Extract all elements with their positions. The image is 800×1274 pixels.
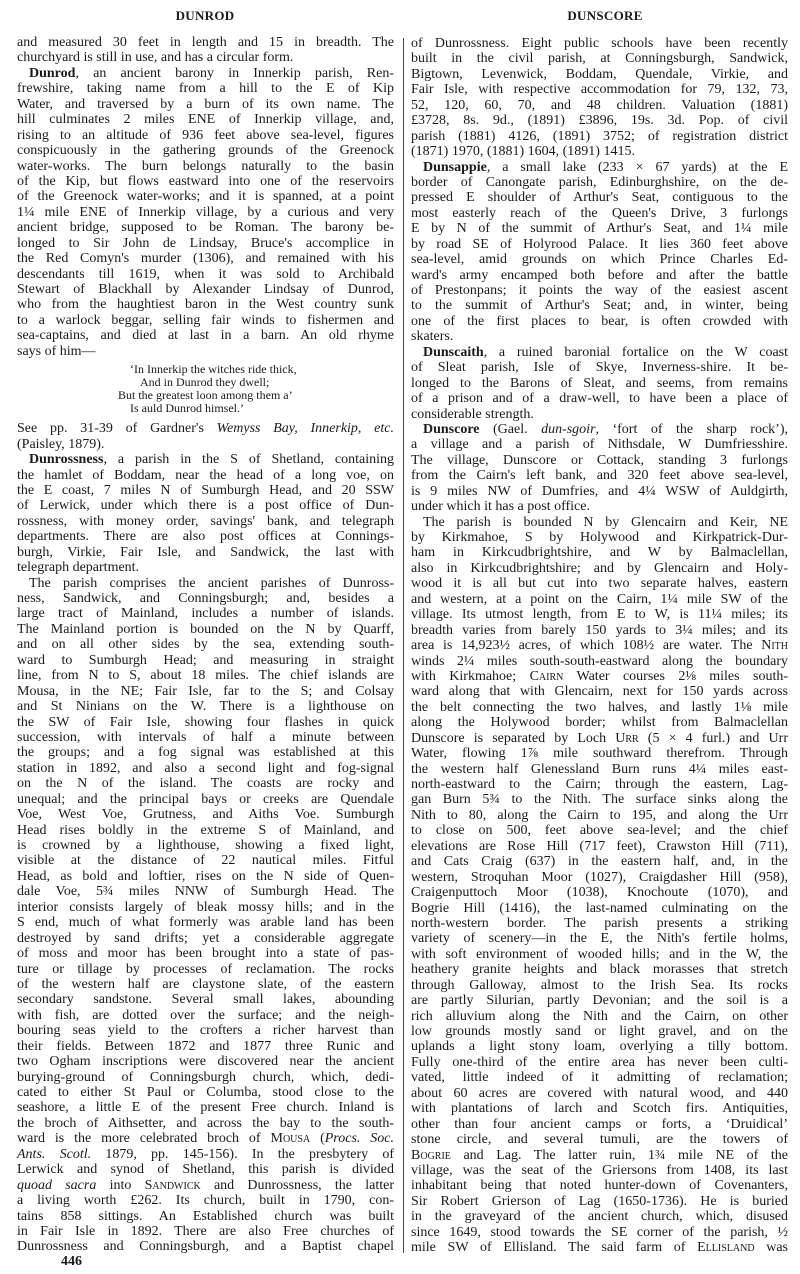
text-run: ( <box>310 1131 325 1147</box>
entry-headword: Dunsappie <box>423 159 487 175</box>
running-header-right: DUNSCORE <box>567 8 643 23</box>
running-header-left: DUNROD <box>175 8 235 23</box>
text-line: And in Dunrod they dwell; <box>140 375 270 390</box>
verse-quote <box>17 363 394 415</box>
text-line: one of the first places to bear, is often crowded with <box>411 313 788 329</box>
text-line: ture or tillage by processes of reclamation. The rocks <box>17 961 394 977</box>
text-line: winds 2¼ miles south-south-eastward along the boundary <box>411 653 788 669</box>
text-line: the broch of Aithsetter, and across the bay to the south- <box>17 1115 394 1131</box>
text-line: on the N of the island. The coasts are rocky and <box>17 776 394 792</box>
text-line: in the graveyard of the ancient church, which, disused <box>411 1209 788 1225</box>
text-line: Fair Isle, with respective accommodation for 79, 132, 73, <box>411 82 788 98</box>
small-caps-text: Nith <box>761 638 788 654</box>
entry-headword: Dunrod <box>29 65 76 81</box>
text-line: the groups; and a fog signal was established at this <box>17 745 394 761</box>
text-line: the hamlet of Boddam, near the head of a long voe, on <box>17 467 394 483</box>
text-line: Head rises boldly in the extreme S of Mainland, and <box>17 822 394 838</box>
text-line: also in Kirkcudbrightshire; and by Glencairn and Holy- <box>411 560 788 576</box>
text-line: a living worth £262. Its church, built in 1790, con- <box>17 1193 394 1209</box>
text-line: 1¼ mile ENE of Innerkip village, by a curious and very <box>17 204 394 220</box>
text-line: destroyed by sand drifts; yet a considerable aggregate <box>17 930 394 946</box>
text-line: Voe, West Voe, Grutness, and Aiths Voe. Sumburgh <box>17 807 394 823</box>
text-line: succession, with intervals of half a minute between <box>17 729 394 745</box>
text-line: unequal; and the principal bays or creeks are Quendale <box>17 791 394 807</box>
text-run: was <box>754 1240 788 1256</box>
text-line: border of Canongate parish, Edinburghshire, on the de- <box>411 174 788 190</box>
text-line: north-eastward to the Cairn; through the eastern, Lag- <box>411 777 788 792</box>
small-caps-text: Sandwick <box>144 1177 201 1193</box>
text-run: Dunscore is separated by Loch <box>411 730 616 746</box>
text-line: dale Voe, 5¾ miles NNW of Sumburgh Head. The <box>17 884 394 900</box>
text-line: 52, 120, 60, 70, and 48 children. Valuation (1881) <box>411 97 788 113</box>
text-line: S end, much of what formerly was arable land has been <box>17 915 394 931</box>
text-line: of the western half are claystone slate, of the eastern <box>17 976 394 992</box>
paragraph <box>411 36 788 160</box>
text-line: other than four ancient camps or forts, a ‘Druidical’ <box>411 1116 788 1132</box>
text-line: is crowned by a lighthouse, showing a fixed light, <box>17 838 394 853</box>
text-line: conspicuously in the gathering grounds of the Greenock <box>17 143 394 159</box>
text-line: is 9 miles NW of Dumfries, and 4¼ WSW of Auldgirth, <box>411 483 788 499</box>
text-line: inhabitant being that noted hunter-down of Covenanters, <box>411 1178 788 1194</box>
small-caps-text: Urr <box>615 730 639 746</box>
small-caps-text: Mousa <box>270 1131 311 1147</box>
text-line: burgh, Virkie, Fair Isle, and Sandwick, the last with <box>17 544 394 560</box>
text-line: Bigtown, Levenwick, Boddam, Quendale, Virkie, and <box>411 66 788 82</box>
text-line: E by N of the summit of Arthur's Seat, and 1¼ mile <box>411 221 788 237</box>
text-line: wood it is all but cut into two separate halves, eastern <box>411 576 788 592</box>
small-caps-text: Bogrie <box>411 1147 451 1163</box>
text-line: the E coast, 7 miles N of Sumburgh Head, and 20 SSW <box>17 482 394 498</box>
paragraph <box>17 576 394 1255</box>
text-line <box>17 66 394 81</box>
text-line: longed to the Barons of Sleat, and seems, from remains <box>411 375 788 391</box>
text-line: The Mainland portion is bounded on the N by Quarff, <box>17 621 394 637</box>
text-run: (Gael. <box>479 421 542 437</box>
text-line: of the Greenock water-works; and it is spanned, at a point <box>17 189 394 205</box>
text-run: , ‘fort of the sharp rock’), <box>595 421 789 437</box>
text-line: most easterly reach of the Queen's Drive, 3 furlongs <box>411 205 788 221</box>
paragraph <box>17 421 394 452</box>
text-line: the belt connecting the two halves, and lastly 1⅛ mile <box>411 699 788 715</box>
text-line: tains 858 sittings. An Established church was built <box>17 1208 394 1224</box>
text-line: village. Its utmost length, from E to W, is 11¼ miles; its <box>411 607 788 623</box>
text-line: their fields. Between 1872 and 1877 three Runic and <box>17 1038 394 1054</box>
text-line: sea-level, amid grounds on which Prince Charles Ed- <box>411 252 788 268</box>
text-line: of the Kip, but flows eastward into one of the reservoirs <box>17 173 394 189</box>
text-line: ward to Sumburgh Head; and measuring in straight <box>17 652 394 668</box>
text-line: large tract of Mainland, includes a number of islands. <box>17 606 394 622</box>
text-line: and western, at a point on the Cairn, 1¼ mile SW of the <box>411 591 788 607</box>
text-line: ancient bridge, supposed to be Roman. The barony be- <box>17 220 394 236</box>
text-line: and measured 30 feet in length and 15 in breadth. The <box>17 35 394 50</box>
entry-headword: Dunscaith <box>423 344 484 360</box>
text-line: parish (1881) 4126, (1891) 3752; of registration district <box>411 128 788 144</box>
text-line: bouring seas yield to the crofters a richer harvest than <box>17 1023 394 1039</box>
paragraph <box>17 66 394 359</box>
text-run: Water courses 2⅛ miles south- <box>563 668 788 684</box>
text-line: Water, flowing 1⅞ mile southward therefrom. Through <box>411 746 788 762</box>
text-line: of Sleat parish, Isle of Skye, Inverness-shire. It be- <box>411 360 788 376</box>
text-line: two Ogham inscriptions were discovered near the ancient <box>17 1054 394 1070</box>
paragraph <box>17 452 394 576</box>
paragraph <box>411 515 788 1256</box>
text-line: interior consists largely of bleak mossy hills; and in the <box>17 899 394 915</box>
text-line <box>411 731 788 746</box>
text-line: secondary sandstone. Several small lakes, abounding <box>17 992 394 1008</box>
text-run: , a small lake (233 × 67 yards) at the E <box>486 159 788 175</box>
text-line: Mousa, in the NE; Fair Isle, far to the S; and Colsay <box>17 683 394 699</box>
text-line: the western half Glenessland Burn runs 4¼ miles east- <box>411 761 788 777</box>
text-line: who from the haughtiest baron in the West country sunk <box>17 297 394 313</box>
text-line: to the summit of Arthur's Seat; and, in winter, being <box>411 298 788 314</box>
text-line: by Kirkmahoe, S by Holywood and Kirkpatrick-Dur- <box>411 530 788 545</box>
text-run: , an ancient barony in Innerkip parish, Ren- <box>75 65 394 81</box>
text-line: uplands a light stony loam, overlying a tilly bottom. <box>411 1039 788 1055</box>
text-line: are partly Silurian, partly Devonian; and the soil is a <box>411 993 788 1009</box>
text-line: stone circle, and several tumuli, are the towers of <box>411 1132 788 1148</box>
text-line: ‘In Innerkip the witches ride thick, <box>130 362 297 377</box>
text-line: Sir Robert Grierson of Lag (1650-1736). He is buried <box>411 1193 788 1209</box>
text-line: Is auld Dunrod himsel.’ <box>130 401 244 416</box>
text-line: of moss and moor has been brought into a state of pas- <box>17 946 394 962</box>
text-line: since 1649, stood towards the SE corner of the parish, ½ <box>411 1224 788 1240</box>
text-line: considerable strength. <box>411 406 534 422</box>
text-line: line, from N to S, about 18 miles. The chief islands are <box>17 668 394 684</box>
text-line: The village, Dunscore or Cottack, standing 3 furlongs <box>411 452 788 468</box>
text-line <box>17 1178 394 1193</box>
text-line: station in 1892, and also a second light and fog-signal <box>17 760 394 776</box>
text-run: with Kirkmahoe; <box>411 668 530 684</box>
text-line: Head, as bold and loftier, rises on the N side of Quen- <box>17 868 394 884</box>
italic-text: Wemyss Bay, Innerkip, etc. <box>216 421 394 437</box>
text-line: variety of scenery—in the E, the Nith's fertile holms, <box>411 931 788 947</box>
italic-text: quoad sacra <box>17 1177 97 1193</box>
text-line: Nith to 80, along the Cairn to 195, and along the Urr <box>411 807 788 823</box>
text-line: to close on 500, feet above sea-level; and the chief <box>411 823 788 839</box>
text-run: , a parish in the S of Shetland, containing <box>103 452 394 468</box>
text-line: (Paisley, 1879). <box>17 436 105 452</box>
text-line <box>411 160 788 175</box>
text-line: Fully one-third of the entire area has never been culti- <box>411 1054 788 1070</box>
text-line: Lerwick and synod of Shetland, this parish is divided <box>17 1162 394 1178</box>
text-line <box>411 1148 788 1163</box>
right-column <box>411 36 788 1256</box>
text-line: ham in Kirkcudbrightshire, and W by Balmaclellan, <box>411 545 788 561</box>
text-run: See pp. 31-39 of Gardner's <box>17 421 217 437</box>
text-line <box>17 1131 394 1146</box>
small-caps-text: Cairn <box>529 668 564 684</box>
text-line: heathery granite heights and black morasses that stretch <box>411 962 788 978</box>
text-line: descendants till 1619, when it was sold to Archibald <box>17 266 394 282</box>
text-line: pressed E shoulder of Arthur's Seat, contiguous to the <box>411 190 788 206</box>
text-line: the Red Comyn's murder (1306), and remained with his <box>17 251 394 267</box>
text-line: The parish is bounded N by Glencairn and Keir, NE <box>423 514 788 530</box>
text-line: and Cats Craig (637) in the eastern half, and, in the <box>411 854 788 870</box>
text-line: about 60 acres are covered with natural wood, and 440 <box>411 1085 788 1101</box>
text-line: departments. There are also post offices at Connings- <box>17 529 394 545</box>
text-line: hill culminates 2 miles ENE of Innerkip village, and, <box>17 112 394 128</box>
text-line: village, was the seat of the Griersons from 1408, its last <box>411 1162 788 1178</box>
text-line: seashore, a little E of the present Free church. Inland is <box>17 1100 394 1116</box>
text-line <box>411 638 788 653</box>
text-run: and Lag. The latter ruin, 1¾ mile NE of the <box>450 1147 788 1163</box>
text-line: water-works. The burn belongs naturally to the basin <box>17 158 394 174</box>
text-run: mile SW of Ellisland. The said farm of <box>411 1240 698 1256</box>
text-run: , a ruined baronial fortalice on the W coast <box>483 344 788 360</box>
text-line: burying-ground of Conningsburgh church, which, dedi- <box>17 1069 394 1085</box>
text-run: (5 × 4 furl.) and Urr <box>638 730 788 746</box>
text-line: north-western border. The parish presents a striking <box>411 915 788 931</box>
text-line: gan Burn 5¾ to the Nith. The surface sinks along the <box>411 792 788 808</box>
italic-text: dun-sgoir <box>541 421 596 437</box>
italic-text: Procs. Soc. <box>324 1131 394 1147</box>
small-caps-text: Ellisland <box>697 1240 755 1256</box>
text-line: elevations are Rose Hill (717 feet), Crawston Hill (711), <box>411 838 788 854</box>
text-line: under which it has a post office. <box>411 499 590 515</box>
paragraph <box>411 422 788 515</box>
text-line <box>17 421 394 436</box>
text-line: Craigenputtoch Moor (1038), Knochoute (1070), and <box>411 885 788 901</box>
text-run: 1879, pp. 145-156). In the presbytery of <box>91 1146 394 1162</box>
text-line: western, Stroquhan Moor (1027), Craigdasher Hill (958), <box>411 869 788 885</box>
entry-headword: Dunscore <box>423 421 480 437</box>
text-line: Water, and traversed by a burn of its own name. The <box>17 96 394 112</box>
page-number: 446 <box>61 1254 82 1269</box>
text-line: The parish comprises the ancient parishes of Dunross- <box>29 575 394 591</box>
text-line: and St Ninians on the W. There is a lighthouse on <box>17 699 394 715</box>
text-line: vated, little indeed of it admitting of reclamation; <box>411 1070 788 1086</box>
text-line: Dunrossness and Conningsburgh, and a Baptist chapel <box>17 1239 394 1255</box>
text-line: with soft environment of wooded hills; and in the W, the <box>411 946 788 962</box>
text-line: low grounds mostly sand or light gravel, and on the <box>411 1024 788 1039</box>
text-line: frewshire, taking name from a hill to the E of Kip <box>17 81 394 97</box>
text-line: to a warlock beggar, selling fair winds to fishermen and <box>17 312 394 328</box>
text-line: with plantations of larch and Scotch firs. Antiquities, <box>411 1101 788 1117</box>
text-line <box>17 1147 394 1162</box>
text-line: along the Holywood border; whilst from Balmaclellan <box>411 715 788 731</box>
text-line: breadth varies from barely 150 yards to 3¼ miles; and its <box>411 622 788 638</box>
text-line: telegraph department. <box>17 560 140 576</box>
text-line: churchyard is still in use, and has a circular form. <box>17 50 294 66</box>
text-run: into <box>96 1177 145 1193</box>
text-line: visible at the distance of 22 nautical miles. Fitful <box>17 853 394 869</box>
text-line: But the greatest loon among them a’ <box>118 388 293 403</box>
paragraph <box>411 345 788 422</box>
text-line: (1871) 1970, (1881) 1604, (1891) 1415. <box>411 144 635 160</box>
text-line <box>17 452 394 467</box>
text-run: ward is the more celebrated broch of <box>17 1131 271 1147</box>
text-line <box>411 669 788 684</box>
text-line: built in the civil parish, at Conningsburgh, Sandwick, <box>411 51 788 67</box>
column-divider <box>403 38 404 1253</box>
text-line: through Galloway, almost to the Irish Sea. Its rocks <box>411 977 788 993</box>
text-line: ness, Sandwick, and Conningsburgh; and, besides a <box>17 591 394 606</box>
text-line: £3728, 8s. 9d., (1891) £3896, 19s. 3d. Pop. of civil <box>411 113 788 129</box>
text-line <box>411 345 788 360</box>
text-line: skaters. <box>411 329 454 345</box>
text-line: says of him— <box>17 343 96 359</box>
text-line: ward's army encamped both before and after the battle <box>411 267 788 283</box>
text-line <box>411 1240 788 1255</box>
text-run: and Dunrossness, the latter <box>200 1177 394 1193</box>
paragraph <box>17 35 394 66</box>
text-line: rossness, with money order, savings' bank, and telegraph <box>17 513 394 529</box>
italic-text: Ants. Scotl. <box>17 1146 92 1162</box>
text-line: of Prestonpans; it points the way of the easiest ascent <box>411 283 788 298</box>
text-line: and on all other sides by the sea, extending south- <box>17 637 394 653</box>
text-line: the SW of Fair Isle, showing four flashes in quick <box>17 714 394 730</box>
text-line: of Lerwick, under which there is a post office of Dun- <box>17 498 394 514</box>
text-run: area is 14,923½ acres, of which 108½ are water. The <box>411 638 762 654</box>
text-line: rising to an altitude of 936 feet above sea-level, figures <box>17 127 394 143</box>
text-line: longed to Sir John de Lindsay, Bruce's accomplice in <box>17 235 394 251</box>
text-line <box>411 422 788 437</box>
text-line: a village and a parish of Nithsdale, W Dumfriesshire. <box>411 437 788 453</box>
text-line: of Dunrossness. Eight public schools have been recently <box>411 36 788 51</box>
entry-headword: Dunrossness <box>29 452 104 468</box>
paragraph <box>411 160 788 345</box>
text-line: by road SE of Holyrood Palace. It lies 360 feet above <box>411 236 788 252</box>
text-line: Stewart of Blackhall by Alexander Lindsay of Dunrod, <box>17 282 394 297</box>
text-line: Bogrie Hill (1416), the last-named culminating on the <box>411 900 788 916</box>
text-line: sea-captains, and died at last in a barn. An old rhyme <box>17 328 394 344</box>
left-column <box>17 35 394 1255</box>
text-line: ward along that with Glencairn, next for 150 yards across <box>411 684 788 700</box>
text-line: in Fair Isle in 1892. There are also Free churches of <box>17 1223 394 1239</box>
text-line: cated to either St Paul or Columba, stood close to the <box>17 1085 394 1100</box>
text-line: from the Cairn's left bank, and 320 feet above sea-level, <box>411 468 788 484</box>
text-line: with fish, are dotted over the surface; and the neigh- <box>17 1007 394 1023</box>
text-line: rich alluvium along the Nith and the Cairn, on other <box>411 1008 788 1024</box>
text-line: of a prison and of a draw-well, to have been a place of <box>411 391 788 407</box>
